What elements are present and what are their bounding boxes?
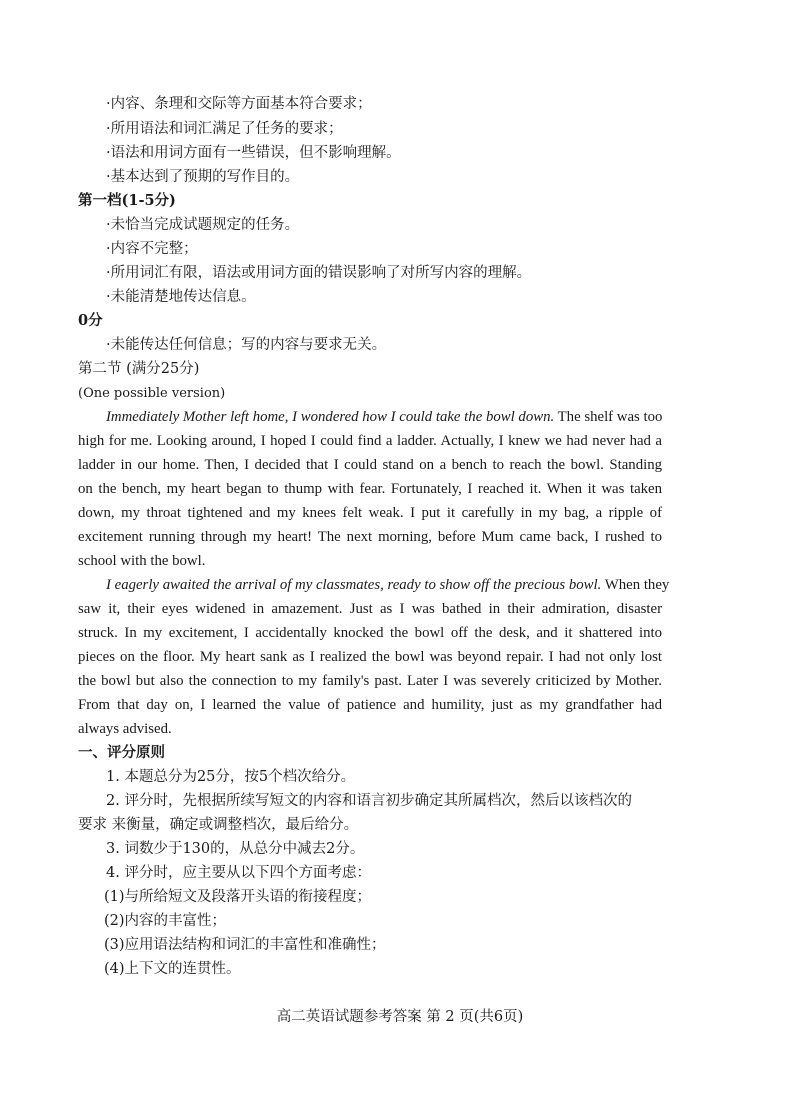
page-footer: 高二英语试题参考答案 第 2 页(共6页)	[276, 1009, 524, 1025]
grade2-criterion: ·语法和用词方面有一些错误，但不影响理解。	[106, 145, 401, 161]
grade2-criterion: ·内容、条理和交际等方面基本符合要求；	[106, 96, 372, 112]
version-label: (One possible version)	[78, 386, 226, 401]
essay-text: The shelf was too	[554, 409, 663, 425]
grade2-criterion: ·基本达到了预期的写作目的。	[106, 169, 300, 185]
grade1-criterion: ·所用词汇有限，语法或用词方面的错误影响了对所写内容的理解。	[106, 265, 532, 281]
essay-line: excitement running through my heart! The next morning, before Mum came back, I rushed to	[78, 529, 662, 545]
essay-line: high for me. Looking around, I hoped I could find a ladder. Actually, I knew we had never had a	[78, 433, 662, 449]
section-title: 第二节 (满分25分)	[78, 361, 200, 377]
paragraph-opening: Immediately Mother left home, I wondered how I could take the bowl down.	[106, 409, 555, 425]
scoring-criterion: (1)与所给短文及段落开头语的衔接程度；	[104, 889, 372, 905]
essay-line: saw it, their eyes widened in amazement. Just as I was bathed in their admiration, disaster	[78, 601, 662, 617]
scoring-criterion: (3)应用语法结构和词汇的丰富性和准确性；	[104, 937, 386, 953]
scoring-rule: 2. 评分时，先根据所续写短文的内容和语言初步确定其所属档次，然后以该档次的	[106, 793, 632, 809]
essay-line: From that day on, I learned the value of patience and humility, just as my grandfather had	[78, 697, 662, 713]
grade2-criterion: ·所用语法和词汇满足了任务的要求；	[106, 121, 343, 137]
grade1-criterion: ·未能清楚地传达信息。	[106, 289, 256, 305]
grade1-criterion: ·未恰当完成试题规定的任务。	[106, 217, 300, 233]
scoring-rule: 要求 来衡量，确定或调整档次，最后给分。	[78, 817, 359, 833]
essay-line: always advised.	[78, 721, 172, 737]
grade1-heading: 第一档(1-5分)	[78, 192, 176, 209]
scoring-rule: 1. 本题总分为25分，按5个档次给分。	[106, 769, 356, 785]
scoring-rule: 3. 词数少于130的，从总分中减去2分。	[106, 841, 365, 857]
essay-line	[106, 576, 670, 594]
grade1-criterion: ·内容不完整；	[106, 241, 198, 257]
grade0-criterion: ·未能传达任何信息；写的内容与要求无关。	[106, 337, 387, 353]
essay-line: on the bench, my heart began to thump with fear. Fortunately, I reached it. When it was taken	[78, 481, 662, 497]
scoring-rule: 4. 评分时，应主要从以下四个方面考虑：	[106, 865, 371, 881]
scoring-criterion: (4)上下文的连贯性。	[104, 961, 241, 977]
essay-line: the bowl but also the connection to my family's past. Later I was severely criticized by Mother.	[78, 673, 662, 689]
scoring-criterion: (2)内容的丰富性；	[104, 913, 227, 929]
grade0-heading: 0分	[78, 312, 103, 329]
essay-line	[106, 408, 662, 426]
essay-line: pieces on the floor. My heart sank as I realized the bowl was beyond repair. I had not only lost	[78, 649, 662, 665]
essay-line: struck. In my excitement, I accidentally knocked the bowl off the desk, and it shattered into	[78, 625, 662, 641]
paragraph-opening: I eagerly awaited the arrival of my classmates, ready to show off the precious bowl.	[106, 577, 602, 593]
essay-line: ladder in our home. Then, I decided that I could stand on a bench to reach the bowl. Standing	[78, 457, 662, 473]
essay-line: down, my throat tightened and my knees felt weak. I put it carefully in my bag, a ripple of	[78, 505, 662, 521]
essay-text: When they	[601, 577, 670, 593]
principles-heading: 一、评分原则	[78, 744, 165, 761]
essay-line: school with the bowl.	[78, 553, 206, 569]
